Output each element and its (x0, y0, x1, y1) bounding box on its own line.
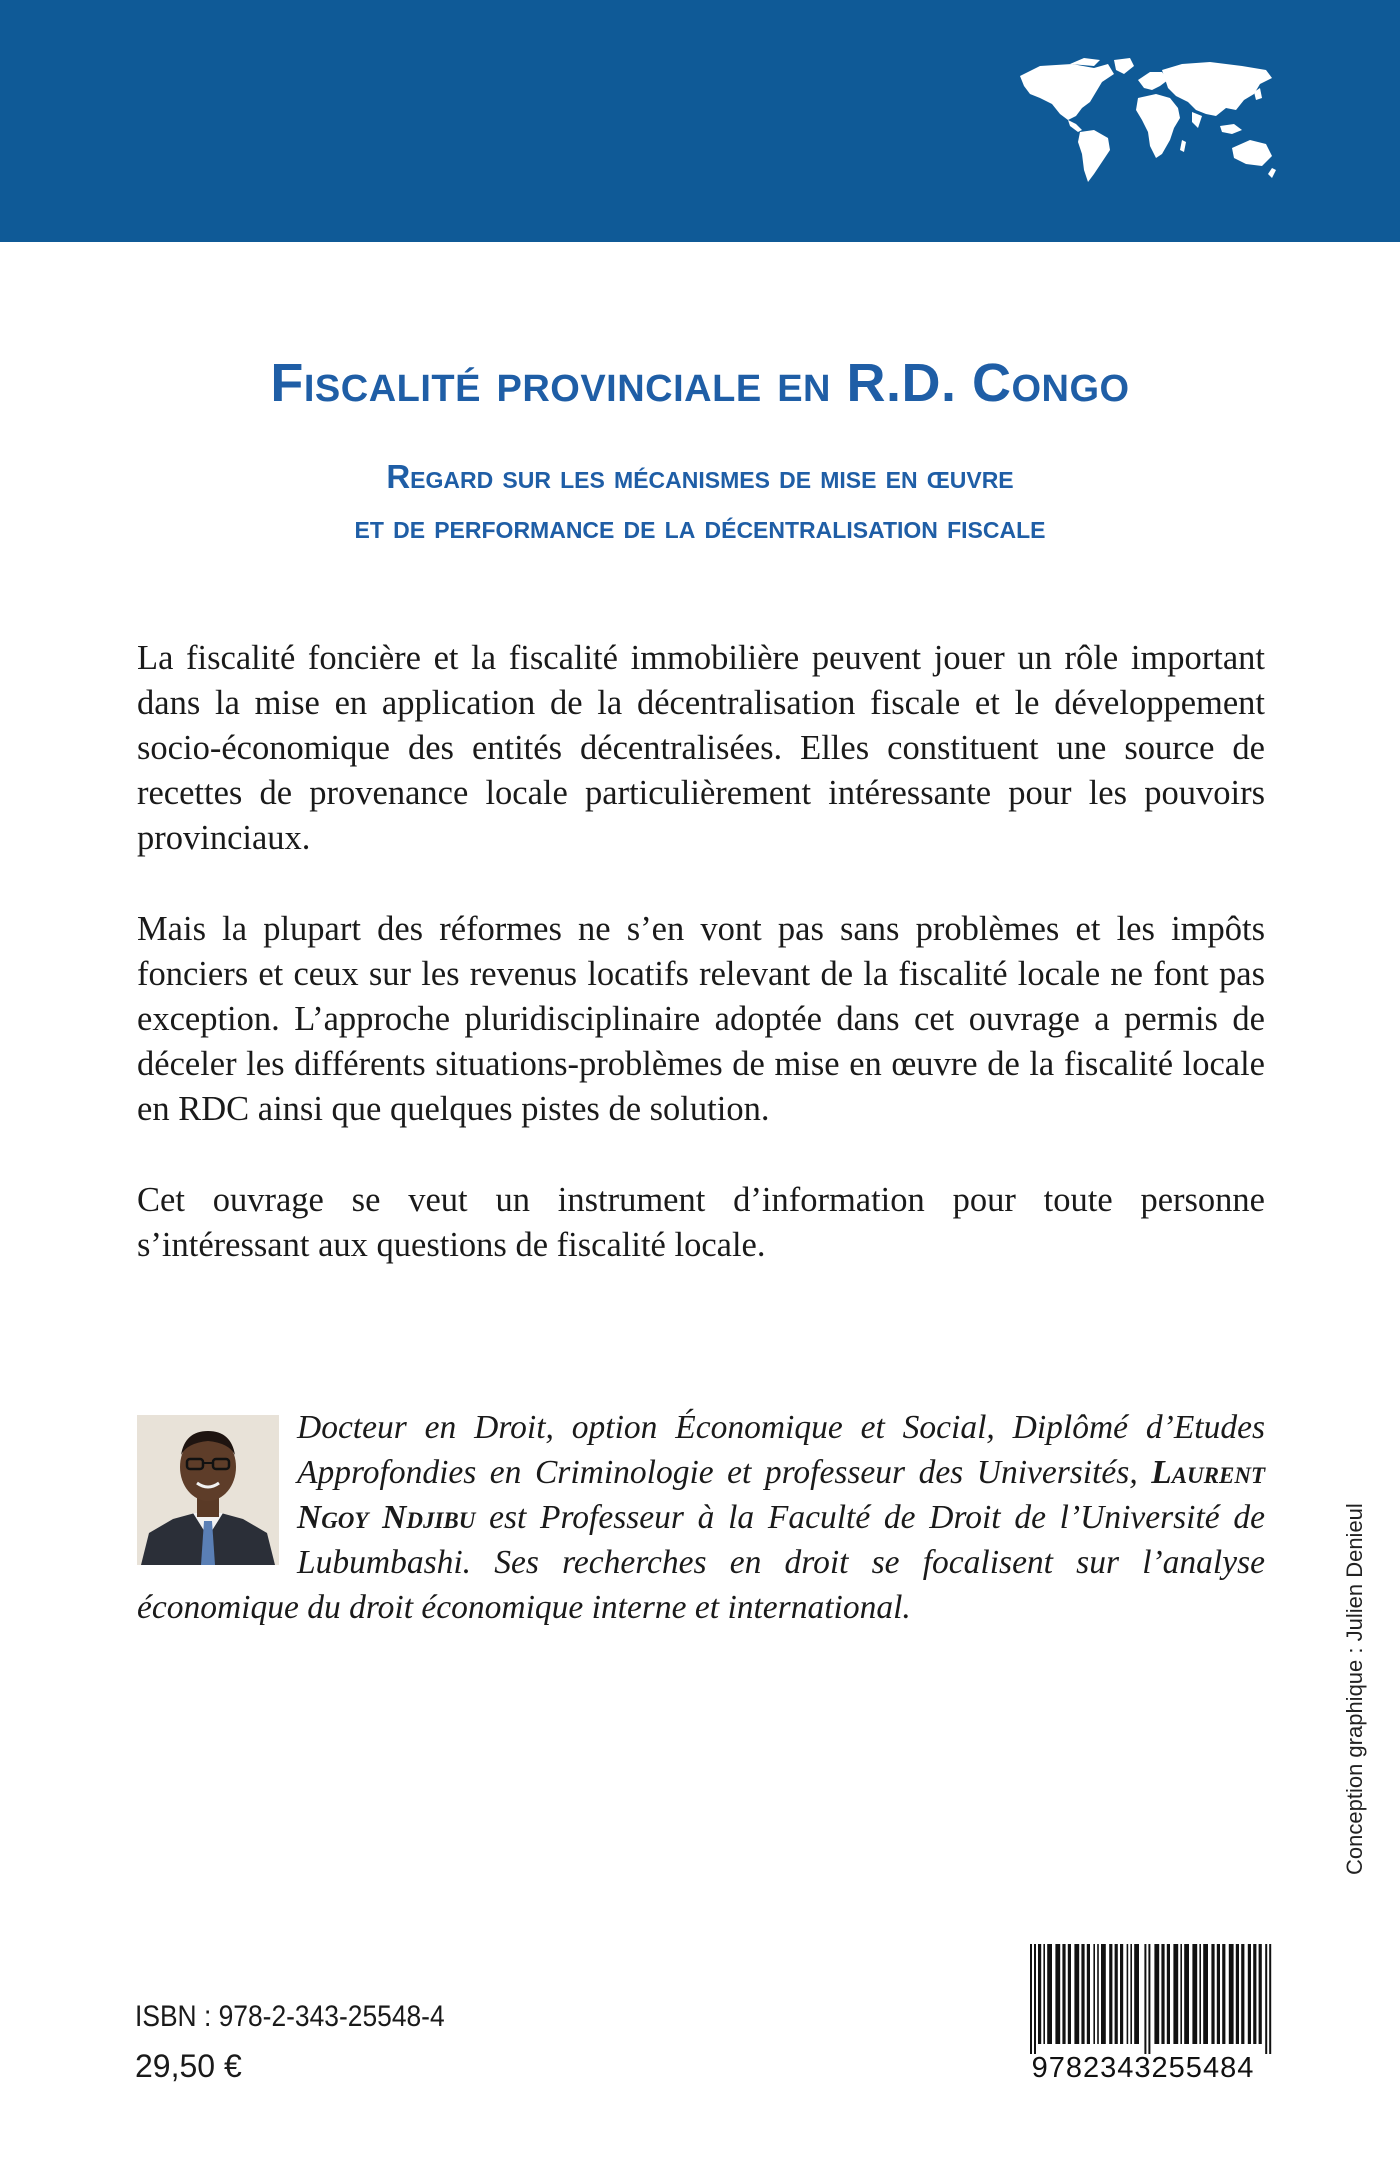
subtitle-line-1: Regard sur les mécanismes de mise en œuvre (386, 458, 1014, 495)
author-name: Laurent Ngoy Ndjibu (297, 1454, 1265, 1536)
summary-text (137, 636, 1265, 1314)
author-bio-intro: Docteur en Droit, option Économique et Social, Diplômé d’Etudes Approfondies en Criminologie et professeur des Universités, (297, 1409, 1265, 1491)
book-subtitle (0, 452, 1400, 552)
isbn: ISBN : 978-2-343-25548-4 (135, 2000, 445, 2033)
subtitle-line-2: et de performance de la décentralisation fiscale (354, 508, 1046, 545)
author-bio-details: est Professeur à la Faculté de Droit de l’Université de Lubumbashi. Ses recherches en droit se focalisent sur l’analyse économique du droit économique interne et international. (137, 1499, 1266, 1626)
author-bio (137, 1405, 1265, 1630)
book-title: Fiscalité provinciale en R.D. Congo (270, 353, 1130, 413)
barcode-bars-icon (1028, 1944, 1272, 2054)
design-credit: Conception graphique : Julien Denieul (1342, 1503, 1367, 1875)
barcode-number: 9782343255484 (1031, 2052, 1255, 2084)
summary-paragraph-2: Mais la plupart des réformes ne s’en vont pas sans problèmes et les impôts fonciers et ceux sur les revenus locatifs relevant de la fiscalité locale ne font pas exception. L’approche pluridisciplinaire adoptée dans cet ouvrage a permis de déceler les différents situations-problèmes de mise en œuvre de la fiscalité locale en RDC ainsi que quelques pistes de solution. (137, 910, 1265, 1128)
world-map-icon (1010, 58, 1280, 186)
top-color-band (0, 0, 1400, 242)
summary-paragraph-1: La fiscalité foncière et la fiscalité immobilière peuvent jouer un rôle important dans la mise en application de la décentralisation fiscale et le développement socio-économique des entités décentralisées. Elles constituent une source de recettes de provenance locale particulièrement intéressante pour les pouvoirs provinciaux. (137, 639, 1265, 857)
summary-paragraph-3: Cet ouvrage se veut un instrument d’information pour toute personne s’intéressant aux questions de fiscalité locale. (137, 1181, 1265, 1264)
barcode (1012, 1940, 1274, 2096)
price: 29,50 € (135, 2048, 242, 2084)
